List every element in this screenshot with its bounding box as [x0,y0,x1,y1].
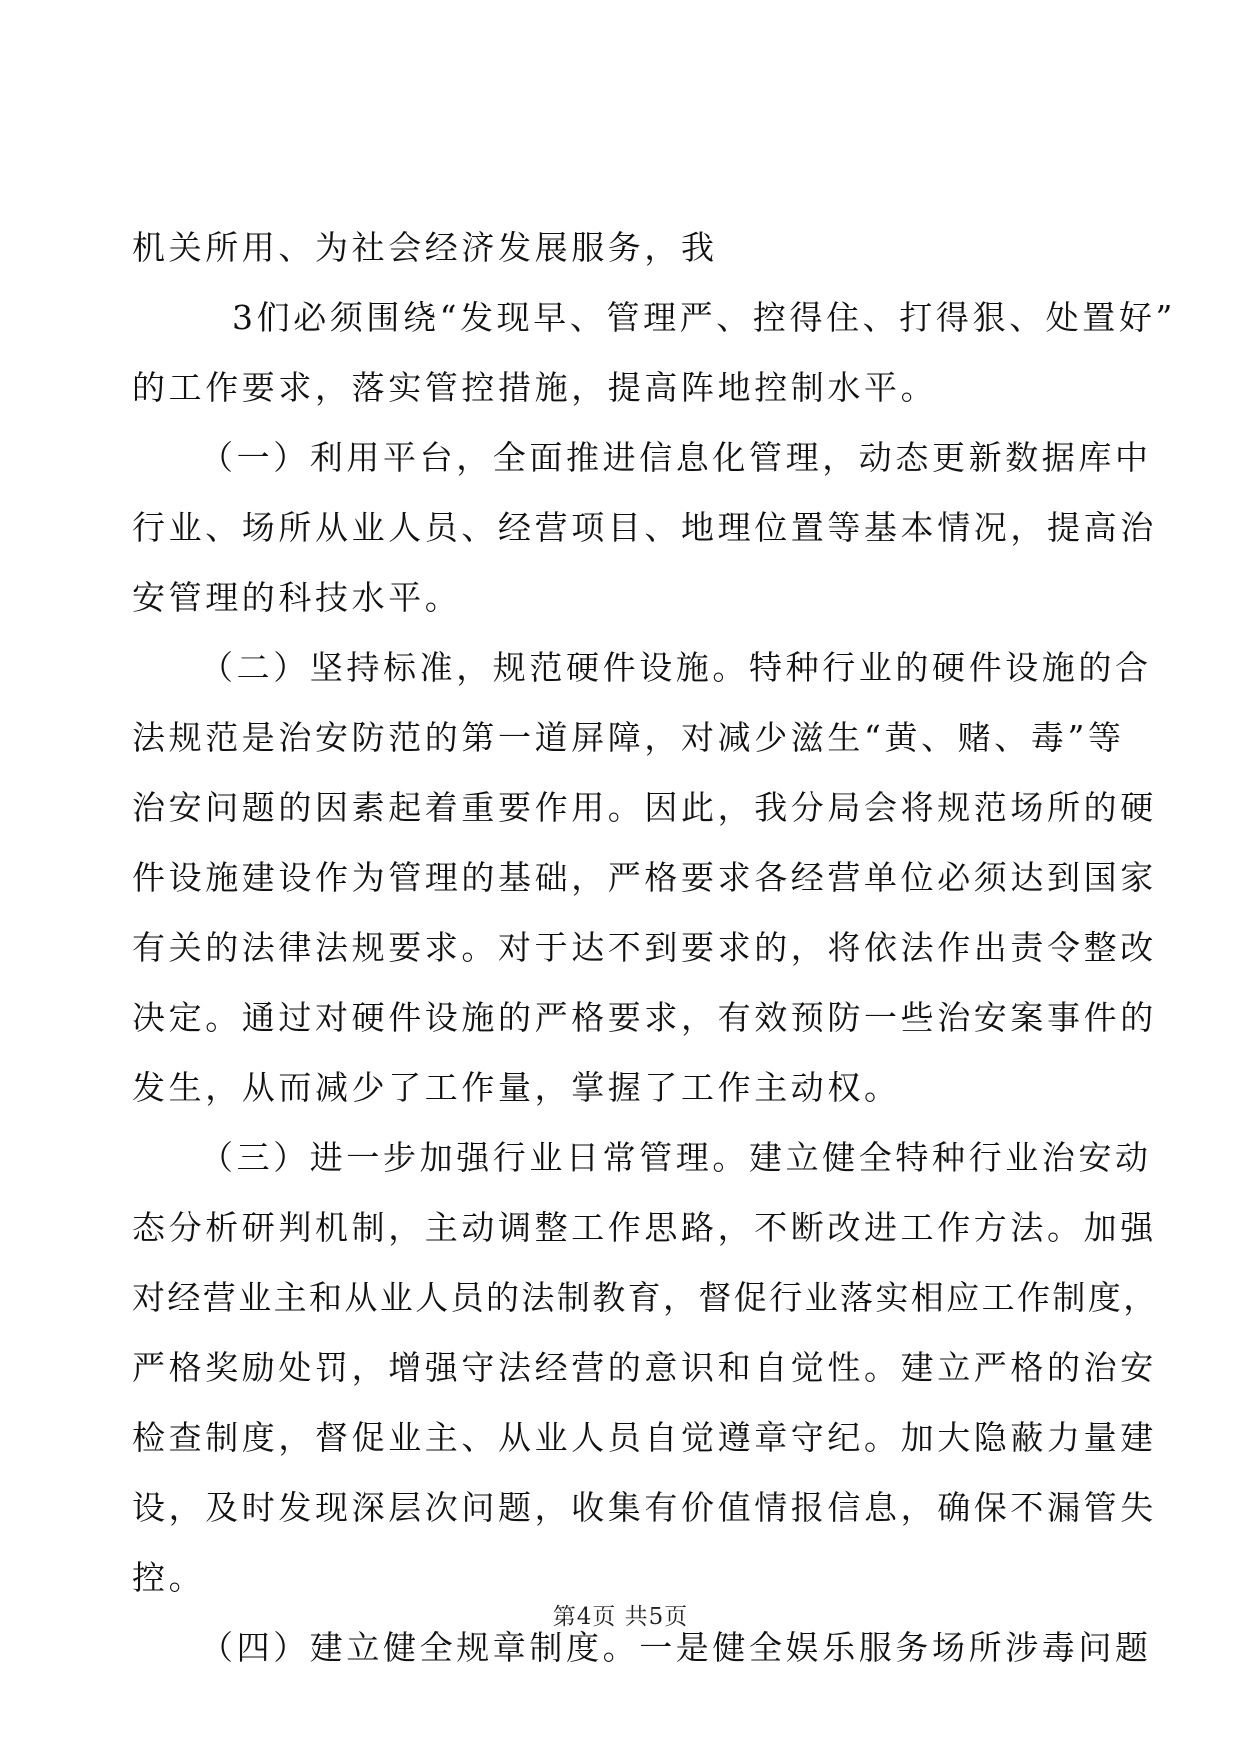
text-line: 治安问题的因素起着重要作用。因此，我分局会将规范场所的硬 [132,788,1157,827]
text-line: （三）进一步加强行业日常管理。建立健全特种行业治安动 [200,1138,1152,1177]
text-line: 行业、场所从业人员、经营项目、地理位置等基本情况，提高治 [132,508,1157,547]
text-line: 法规范是治安防范的第一道屏障，对减少滋生“黄、赌、毒”等 [132,718,1125,757]
page-number-footer: 第4页 共5页 [552,1604,689,1630]
text-line: 机关所用、为社会经济发展服务，我 [132,228,718,267]
text-line: 发生，从而减少了工作量，掌握了工作主动权。 [132,1068,901,1107]
text-line: 决定。通过对硬件设施的严格要求，有效预防一些治安案事件的 [132,998,1157,1037]
text-line: 3们必须围绕“发现早、管理严、控得住、打得狠、处置好” [232,298,1176,337]
text-line: 严格奖励处罚，增强守法经营的意识和自觉性。建立严格的治安 [132,1348,1157,1387]
text-line: 设，及时发现深层次问题，收集有价值情报信息，确保不漏管失 [132,1488,1157,1527]
text-line: 件设施建设作为管理的基础，严格要求各经营单位必须达到国家 [132,858,1157,897]
text-line: 检查制度，督促业主、从业人员自觉遵章守纪。加大隐蔽力量建 [132,1418,1157,1457]
text-line: 的工作要求，落实管控措施，提高阵地控制水平。 [132,368,938,407]
text-line: 安管理的科技水平。 [132,578,462,617]
text-line: 态分析研判机制，主动调整工作思路，不断改进工作方法。加强 [132,1208,1157,1247]
text-line: 控。 [132,1558,206,1597]
text-line: （二）坚持标准，规范硬件设施。特种行业的硬件设施的合 [200,648,1152,687]
text-line: 对经营业主和从业人员的法制教育，督促行业落实相应工作制度， [132,1278,1159,1317]
text-line: 有关的法律法规要求。对于达不到要求的，将依法作出责令整改 [132,928,1157,967]
text-line: （一）利用平台，全面推进信息化管理，动态更新数据库中 [200,438,1152,477]
text-line: （四）建立健全规章制度。一是健全娱乐服务场所涉毒问题 [200,1628,1152,1667]
